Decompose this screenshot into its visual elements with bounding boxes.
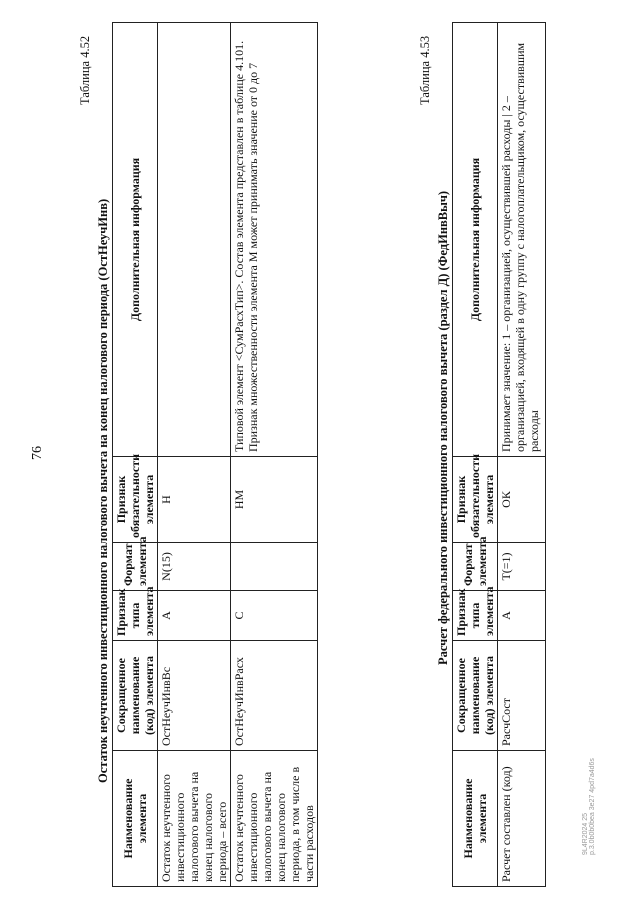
- cell-element-format: N(15): [158, 543, 231, 591]
- registration-stamp: [582, 758, 596, 855]
- column-header: Признак обязательности элемента: [453, 457, 498, 543]
- cell-element-name: Расчет составлен (код): [498, 751, 546, 887]
- cell-element-name: Остаток неучтенного инвестиционного налогового вычета на конец налогового периода, в том числе в части расходов: [231, 751, 318, 887]
- stamp-line: 9L4R2024 25: [582, 812, 589, 855]
- table-row: [158, 23, 231, 887]
- column-header: Признак обязательности элемента: [113, 457, 158, 543]
- data-table-2: [452, 22, 546, 887]
- cell-element-type: С: [231, 591, 318, 641]
- cell-element-code: РасчСост: [498, 641, 546, 751]
- column-header: Формат элемента: [113, 543, 158, 591]
- stamp-line: p.3.0b0b0bea 3e27 4pd7a4d6s: [589, 758, 596, 855]
- column-header: Сокращенное наименование (код) элемента: [113, 641, 158, 751]
- cell-element-format: Т(=1): [498, 543, 546, 591]
- data-table-1: [112, 22, 318, 887]
- table-label-1: Таблица 4.52: [78, 35, 92, 105]
- cell-element-required: ОК: [498, 457, 546, 543]
- column-header: Дополнительная информация: [453, 23, 498, 457]
- cell-element-format: [231, 543, 318, 591]
- column-header: Дополнительная информация: [113, 23, 158, 457]
- column-header: Признак типа элемента: [113, 591, 158, 641]
- table-header-row: [113, 23, 158, 887]
- table-header-row: [453, 23, 498, 887]
- table-row: [231, 23, 318, 887]
- cell-element-code: ОстНеучИнвВс: [158, 641, 231, 751]
- cell-additional-info: [158, 23, 231, 457]
- cell-element-required: Н: [158, 457, 231, 543]
- column-header: Формат элемента: [453, 543, 498, 591]
- table-row: [498, 23, 546, 887]
- cell-element-required: НМ: [231, 457, 318, 543]
- column-header: Наименование элемента: [453, 751, 498, 887]
- column-header: Сокращенное наименование (код) элемента: [453, 641, 498, 751]
- page-number: 76: [30, 446, 45, 460]
- cell-additional-info: Типовой элемент <СумРасхТип>. Состав элемента представлен в таблице 4.101. Признак множественности элемента М может принимать значение от 0 до 7: [231, 23, 318, 457]
- column-header: Наименование элемента: [113, 751, 158, 887]
- cell-element-type: А: [158, 591, 231, 641]
- cell-additional-info: Принимает значение: 1 – организацией, осуществившей расходы | 2 – организацией, входящей в одну группу с налогоплательщиком, осуществившим расходы: [498, 23, 546, 457]
- table-label-2: Таблица 4.53: [418, 35, 432, 105]
- cell-element-code: ОстНеучИнвРасх: [231, 641, 318, 751]
- cell-element-name: Остаток неучтенного инвестиционного налогового вычета на конец налогового периода – всего: [158, 751, 231, 887]
- column-header: Признак типа элемента: [453, 591, 498, 641]
- cell-element-type: А: [498, 591, 546, 641]
- table-caption-2: Расчет федерального инвестиционного налогового вычета (раздел Д) (ФедИнвВыч): [436, 190, 450, 665]
- table-caption-1: Остаток неучтенного инвестиционного налогового вычета на конец налогового периода (ОстНеучИнв): [96, 198, 110, 783]
